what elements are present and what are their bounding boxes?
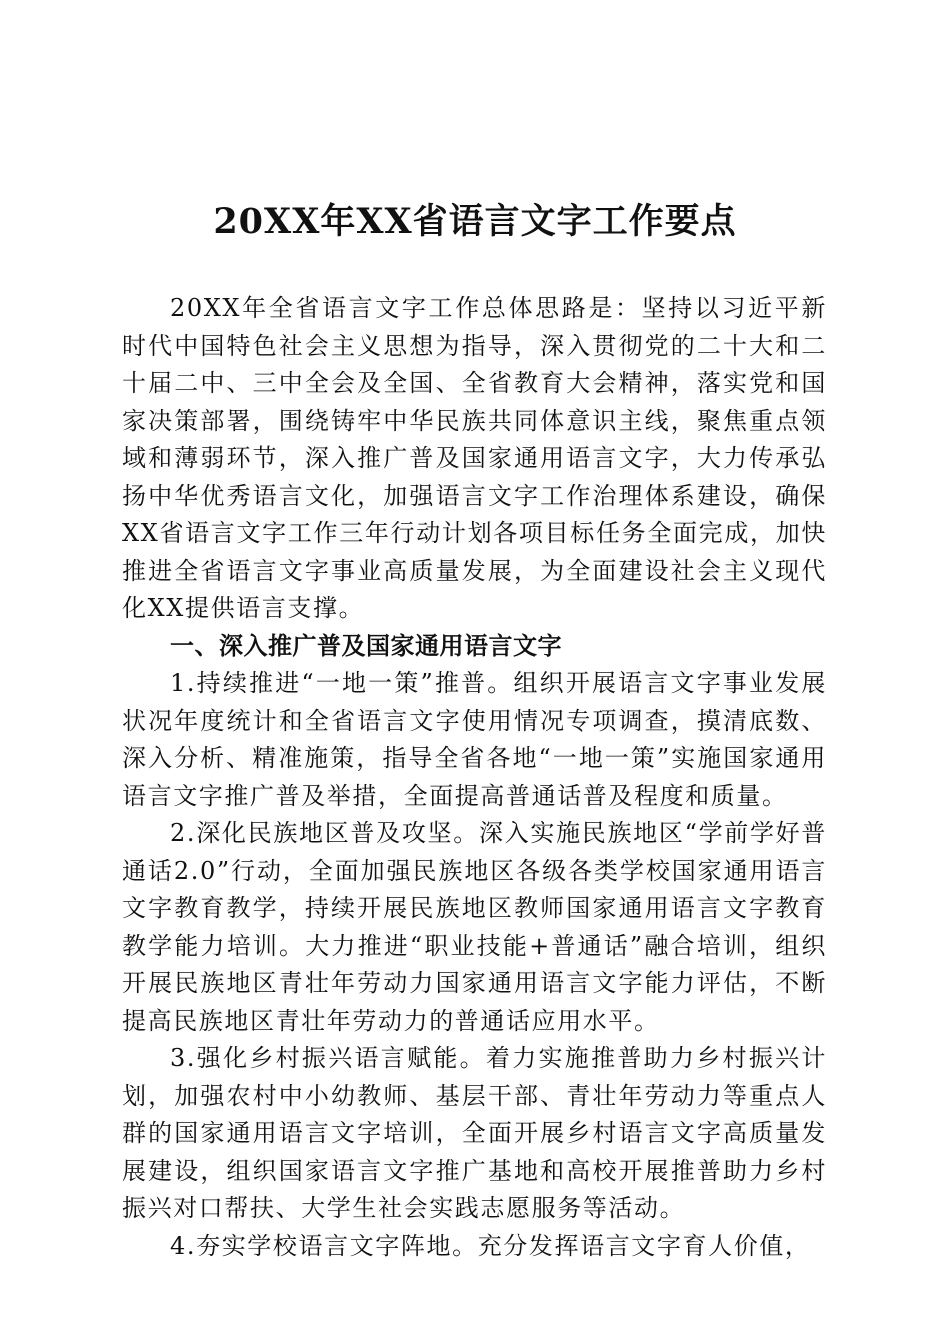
document-body [122, 290, 827, 1265]
section-heading: 一、深入推广普及国家通用语言文字 [170, 631, 562, 660]
intro-paragraph: 20XX年全省语言文字工作总体思路是：坚持以习近平新时代中国特色社会主义思想为指导，深入贯彻党的二十大和二十届二中、三中全会及全国、全省教育大会精神，落实党和国家决策部署，围绕铸牢中华民族共同体意识主线，聚焦重点领域和薄弱环节，深入推广普及国家通用语言文字，大力传承弘扬中华优秀语言文化，加强语言文字工作治理体系建设，确保XX省语言文字工作三年行动计划各项目标任务全面完成，加快推进全省语言文字事业高质量发展，为全面建设社会主义现代化XX提供语言支撑。 [122, 294, 827, 622]
list-item: 4.夯实学校语言文字阵地。充分发挥语言文字育人价值， [170, 1231, 811, 1260]
document-title: 20XX年XX省语言文字工作要点 [213, 201, 737, 242]
list-item: 1.持续推进“一地一策”推普。组织开展语言文字事业发展状况年度统计和全省语言文字使用情况专项调查，摸清底数、深入分析、精准施策，指导全省各地“一地一策”实施国家通用语言文字推广普及举措，全面提高普通话普及程度和质量。 [122, 669, 827, 810]
list-item: 2.深化民族地区普及攻坚。深入实施民族地区“学前学好普通话2.0”行动，全面加强民族地区各级各类学校国家通用语言文字教育教学，持续开展民族地区教师国家通用语言文字教育教学能力培训。大力推进“职业技能+普通话”融合培训，组织开展民族地区青壮年劳动力国家通用语言文字能力评估，不断提高民族地区青壮年劳动力的普通话应用水平。 [122, 819, 827, 1035]
list-item: 3.强化乡村振兴语言赋能。着力实施推普助力乡村振兴计划，加强农村中小幼教师、基层干部、青壮年劳动力等重点人群的国家通用语言文字培训，全面开展乡村语言文字高质量发展建设，组织国家语言文字推广基地和高校开展推普助力乡村振兴对口帮扶、大学生社会实践志愿服务等活动。 [122, 1044, 827, 1222]
